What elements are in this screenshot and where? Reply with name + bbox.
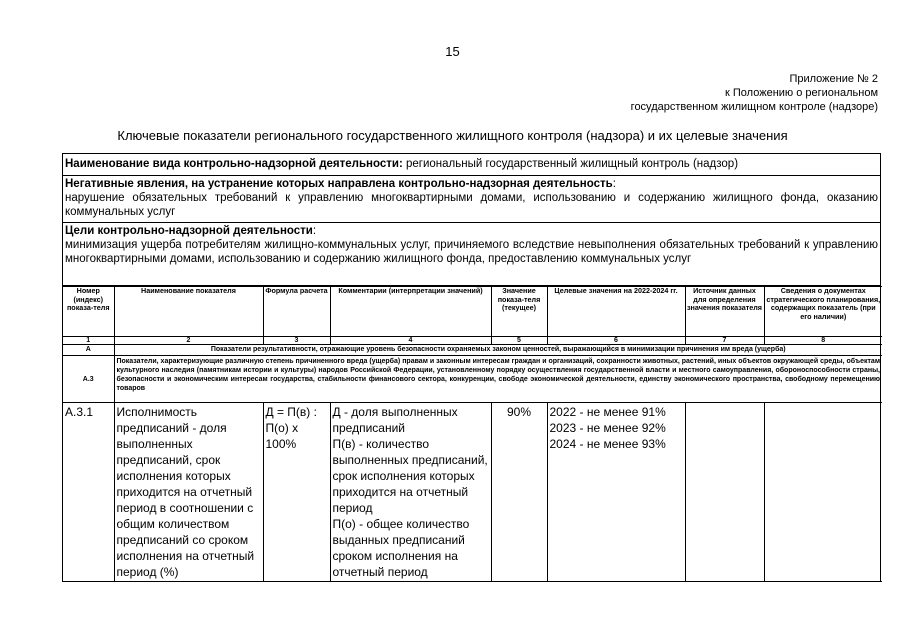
appendix-reference — [631, 72, 878, 114]
column-number: 7 — [685, 337, 764, 345]
table-row — [63, 403, 882, 582]
header-cell: Источник данных для определения значения показателя — [685, 287, 764, 337]
header-cell: Целевые значения на 2022-2024 гг. — [547, 287, 685, 337]
column-number: 2 — [114, 337, 263, 345]
column-number: 6 — [547, 337, 685, 345]
control-type-block — [63, 154, 880, 176]
section-a3-text: Показатели, характеризующие различную степень причиненного вреда (ущерба) правам и законным интересам граждан и организаций, сохранности животных, растений, иных объектов окружающей среды, объектам культурного наследия (памятникам истории и культуры) народов Российской Федерации, установленному порядку осуществления государственной власти и местного самоуправления, обороноспособности страны, безопасности и экономическим интересам государства, стабильности финансового сектора, конкуренции, свободе экономической деятельности, единству экономического пространства, свободному перемещению товаров — [114, 356, 882, 403]
negative-phenomena-block — [63, 176, 880, 223]
indicator-targets — [547, 403, 685, 582]
control-type-value: региональный государственный жилищный контроль (надзор) — [402, 158, 739, 170]
indicators-table — [63, 286, 882, 582]
target-line: 2024 - не менее 93% — [549, 437, 666, 451]
section-a-row — [63, 345, 882, 356]
indicator-code: А.3.1 — [63, 403, 114, 582]
column-number: 3 — [263, 337, 330, 345]
column-number: 5 — [491, 337, 547, 345]
column-number-row — [63, 337, 882, 345]
appendix-line-1: Приложение № 2 — [789, 73, 878, 85]
column-number: 8 — [764, 337, 882, 345]
indicator-source — [685, 403, 764, 582]
negative-phenomena-value: нарушение обязательных требований к управлению многоквартирными домами, использованию и содержанию жилищного фонда, оказанию коммунальных услуг — [65, 192, 878, 218]
indicator-comments — [330, 403, 491, 582]
negative-phenomena-colon: : — [612, 178, 616, 190]
column-number: 1 — [63, 337, 114, 345]
negative-phenomena-label: Негативные явления, на устранение которых направлена контрольно-надзорная деятельность — [65, 178, 613, 190]
comment-line: Д - доля выполненных предписаний — [332, 405, 458, 435]
header-cell: Наименование показателя — [114, 287, 263, 337]
comment-line: П(о) - общее количество выданных предписаний сроком исполнения на отчетный период — [332, 517, 470, 579]
control-type-label: Наименование вида контрольно-надзорной деятельности: — [65, 158, 403, 170]
target-line: 2023 - не менее 92% — [549, 421, 666, 435]
indicators-sheet — [62, 153, 881, 582]
appendix-line-2: к Положению о региональном — [725, 87, 878, 99]
page-number: 15 — [445, 44, 460, 59]
goals-label: Цели контрольно-надзорной деятельности — [65, 225, 313, 237]
header-cell: Номер (индекс) показа-теля — [63, 287, 114, 337]
section-a3-code: А.3 — [63, 356, 114, 403]
indicator-name: Исполнимость предписаний - доля выполненных предписаний, срок исполнения которых приходится на отчетный период в соотношении с общим количеством предписаний со сроком исполнения на отчетный период (%) — [114, 403, 263, 582]
indicator-current-value: 90% — [491, 403, 547, 582]
section-a-text: Показатели результативности, отражающие уровень безопасности охраняемых законом ценностей, выражающийся в минимизации причинения им вреда (ущерба) — [114, 345, 882, 356]
comment-line: П(в) - количество выполненных предписаний, срок исполнения которых приходится на отчетный период — [332, 437, 488, 515]
section-a3-row — [63, 356, 882, 403]
table-header-row — [63, 287, 882, 337]
column-number: 4 — [330, 337, 491, 345]
indicator-documents — [764, 403, 882, 582]
goals-block — [63, 223, 880, 286]
target-line: 2022 - не менее 91% — [549, 405, 666, 419]
goals-value: минимизация ущерба потребителям жилищно-коммунальных услуг, причиняемого вследствие невыполнения обязательных требований к управлению многоквартирными домами, использованию и содержанию жилищного фонда, предоставлению коммунальных услуг — [65, 239, 878, 265]
indicator-formula: Д = П(в) : П(о) х 100% — [263, 403, 330, 582]
header-cell: Формула расчета — [263, 287, 330, 337]
appendix-line-3: государственном жилищном контроле (надзоре) — [630, 101, 878, 113]
section-a-code: А — [63, 345, 114, 356]
header-cell: Значение показа-теля (текущее) — [491, 287, 547, 337]
header-cell: Сведения о документах стратегического планирования, содержащих показатель (при его наличии) — [764, 287, 882, 337]
document-title: Ключевые показатели регионального государственного жилищного контроля (надзора) и их целевые значения — [117, 128, 788, 143]
header-cell: Комментарии (интерпретации значений) — [330, 287, 491, 337]
goals-colon: : — [312, 225, 317, 237]
